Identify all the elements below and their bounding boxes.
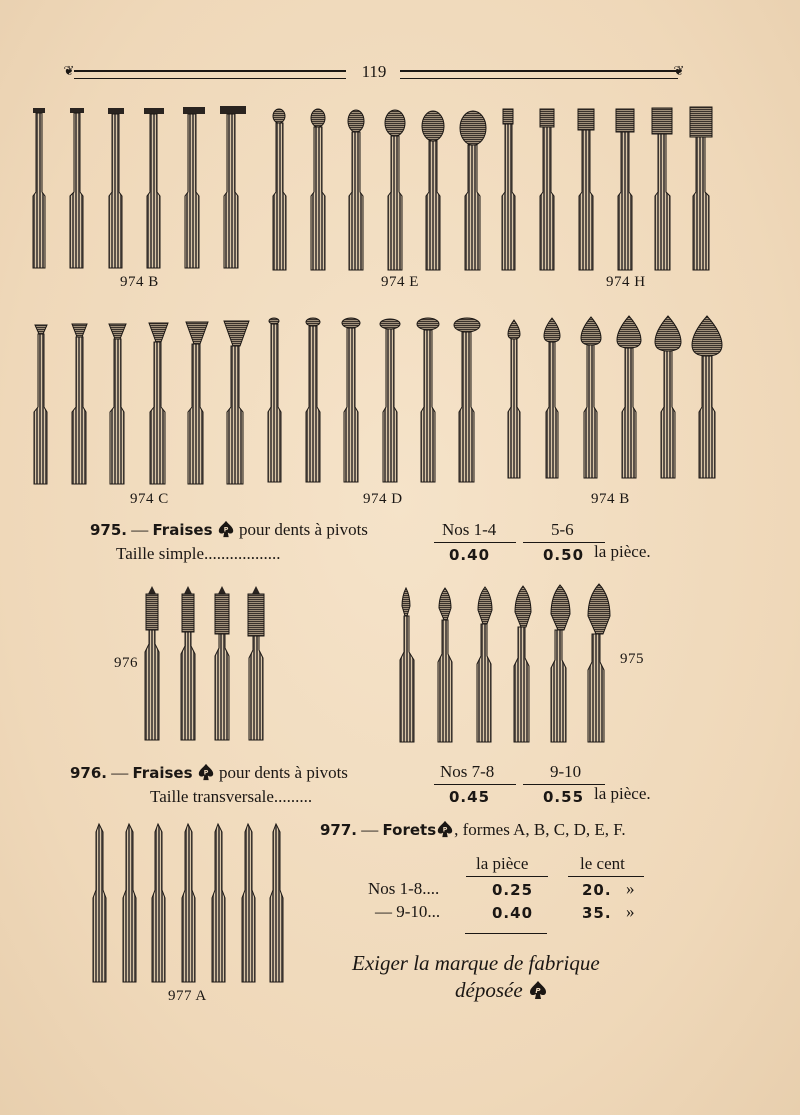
item-976-col2-header: 9-10 <box>550 762 582 781</box>
item-976-col2-rule <box>523 784 605 785</box>
bur-974c-6 <box>224 321 249 484</box>
bur-974e-5 <box>422 111 444 270</box>
item-977-col1-header: la pièce <box>476 854 529 873</box>
bur-974h-1 <box>502 109 515 270</box>
bur-976-2 <box>181 586 195 740</box>
item-976-col1-rule <box>434 784 516 785</box>
bur-974b-1 <box>33 108 45 268</box>
bur-974d-5 <box>417 318 439 482</box>
caption-974h: 974 H <box>606 274 646 290</box>
item-976-unit: la pièce. <box>594 784 651 803</box>
caption-974e: 974 E <box>381 274 419 290</box>
item-976-line1 <box>70 763 348 783</box>
bur-974b-2 <box>70 108 84 268</box>
spade-trademark-icon <box>436 820 454 838</box>
bur-974e-4 <box>385 110 405 270</box>
bur-974c-1 <box>34 325 47 484</box>
item-977-row1-mark: » <box>626 879 635 898</box>
item-975-size <box>116 544 281 564</box>
caption-976: 976 <box>114 655 138 671</box>
item-975-unit: la pièce. <box>594 542 651 561</box>
header-rule-left <box>74 70 346 79</box>
bur-976-illustration <box>135 582 275 744</box>
bur-974b-flame-4 <box>617 316 641 478</box>
caption-977a: 977 A <box>168 988 207 1004</box>
bur-975-5 <box>551 585 570 742</box>
notice-line-1: Exiger la marque de fabrique <box>352 951 600 975</box>
bur-975-3 <box>477 587 492 742</box>
bur-974d-2 <box>306 318 320 482</box>
caption-974b-row1: 974 B <box>120 274 159 290</box>
item-977-row1-label: Nos 1-8.... <box>368 879 440 898</box>
drill-977-d <box>182 824 195 982</box>
bur-row-1-illustration <box>20 100 720 275</box>
drill-977-b <box>123 824 136 982</box>
item-976-price1: 0.45 <box>449 788 491 806</box>
item-975-line1 <box>90 520 368 540</box>
svg-text:P: P <box>442 826 448 834</box>
bur-974b-4 <box>144 108 164 268</box>
spade-trademark-icon <box>217 520 235 538</box>
item-975-number: 975. <box>90 521 128 539</box>
bur-974e-2 <box>311 109 325 270</box>
item-977-row1-price: 0.25 <box>492 881 534 899</box>
bur-974h-2 <box>540 109 554 270</box>
bur-974b-flame-1 <box>508 320 520 478</box>
item-975-col2-header: 5-6 <box>551 520 574 539</box>
drill-977-g <box>270 824 283 982</box>
item-976-price2: 0.55 <box>543 788 585 806</box>
bur-975-4 <box>514 586 531 742</box>
bur-974b-flame-5 <box>655 316 681 478</box>
notice-line-2-text: déposée <box>455 978 523 1002</box>
item-976-size-label: Taille transversale <box>150 787 274 806</box>
item-977-row1-cent: 20. <box>582 881 612 899</box>
bur-974b-flame-2 <box>544 318 560 478</box>
drill-977-f <box>242 824 255 982</box>
bur-975-2 <box>438 588 452 742</box>
bur-974d-3 <box>342 318 360 482</box>
bur-974b-6 <box>220 106 246 268</box>
drill-977-a <box>93 824 106 982</box>
bur-975-1 <box>400 588 414 742</box>
bur-976-1 <box>145 586 159 740</box>
item-975-desc: pour dents à pivots <box>239 520 368 539</box>
item-977-row2-label: — 9-10... <box>375 902 441 921</box>
bur-974e-3 <box>348 110 364 270</box>
item-975-dash: — <box>131 520 149 539</box>
bur-974b-flame-6 <box>692 316 722 478</box>
item-977-row2-mark: » <box>626 902 635 921</box>
item-976-name: Fraises <box>132 764 193 782</box>
item-976-col1-header: Nos 7-8 <box>440 762 495 781</box>
header-ornament-right: ❦ <box>673 64 685 79</box>
item-975-col1-rule <box>434 542 516 543</box>
bur-974c-4 <box>149 323 168 484</box>
drill-977-e <box>212 824 225 982</box>
item-977-row2-cent: 35. <box>582 904 612 922</box>
item-976-size <box>150 787 312 807</box>
caption-974b-row2: 974 B <box>591 491 630 507</box>
item-976-number: 976. <box>70 764 108 782</box>
bur-974b-flame-3 <box>581 317 601 478</box>
item-975-size-dots: .................. <box>204 544 281 563</box>
bur-974h-4 <box>616 109 634 270</box>
caption-974c: 974 C <box>130 491 169 507</box>
item-975-size-label: Taille simple <box>116 544 205 563</box>
bur-974d-6 <box>454 318 480 482</box>
item-976-dash: — <box>111 763 129 782</box>
item-975-name: Fraises <box>152 521 213 539</box>
bur-974e-1 <box>273 109 286 270</box>
spade-trademark-icon <box>528 980 548 1000</box>
item-976-size-dots: ......... <box>273 787 313 806</box>
svg-text:P: P <box>203 769 209 777</box>
bur-976-3 <box>215 586 229 740</box>
drill-977-c <box>152 824 165 982</box>
header-rule-right <box>400 70 678 79</box>
bur-975-6 <box>588 584 610 742</box>
caption-974d: 974 D <box>363 491 403 507</box>
bur-row-2-illustration <box>20 312 730 492</box>
item-977-desc: , formes A, B, C, D, E, F. <box>454 820 626 839</box>
notice-line-2 <box>455 978 548 1003</box>
bur-974c-5 <box>186 322 208 484</box>
bur-976-4 <box>248 586 264 740</box>
item-975-col2-rule <box>523 542 605 543</box>
item-977-number: 977. <box>320 821 358 839</box>
bur-974e-6 <box>460 111 486 270</box>
item-976-desc: pour dents à pivots <box>219 763 348 782</box>
item-977-row2-price: 0.40 <box>492 904 534 922</box>
item-977-col2-rule <box>568 876 644 877</box>
bur-974b-5 <box>183 107 205 268</box>
bur-974c-2 <box>72 324 87 484</box>
bur-975-illustration <box>390 582 620 747</box>
item-977-name: Forets <box>382 821 437 839</box>
page-number: 119 <box>361 62 387 81</box>
header-ornament-left: ❦ <box>63 64 75 79</box>
svg-text:P: P <box>223 526 229 534</box>
svg-text:P: P <box>535 987 541 995</box>
item-975-price2: 0.50 <box>543 546 585 564</box>
item-975-col1-header: Nos 1-4 <box>442 520 497 539</box>
item-977-dash: — <box>361 820 379 839</box>
bur-974d-4 <box>380 319 400 482</box>
drill-977-illustration <box>85 820 295 988</box>
bur-974c-3 <box>109 324 126 484</box>
item-977-col2-header: le cent <box>580 854 625 873</box>
bur-974h-3 <box>578 109 594 270</box>
caption-975: 975 <box>620 651 644 667</box>
item-977-col1-rule <box>466 876 548 877</box>
bur-974h-5 <box>652 108 672 270</box>
bur-974h-6 <box>690 107 712 270</box>
item-975-price1: 0.40 <box>449 546 491 564</box>
item-977-bottom-rule <box>465 933 547 934</box>
bur-974d-1 <box>268 318 281 482</box>
spade-trademark-icon <box>197 763 215 781</box>
item-977-line1 <box>320 820 626 840</box>
bur-974b-3 <box>108 108 124 268</box>
